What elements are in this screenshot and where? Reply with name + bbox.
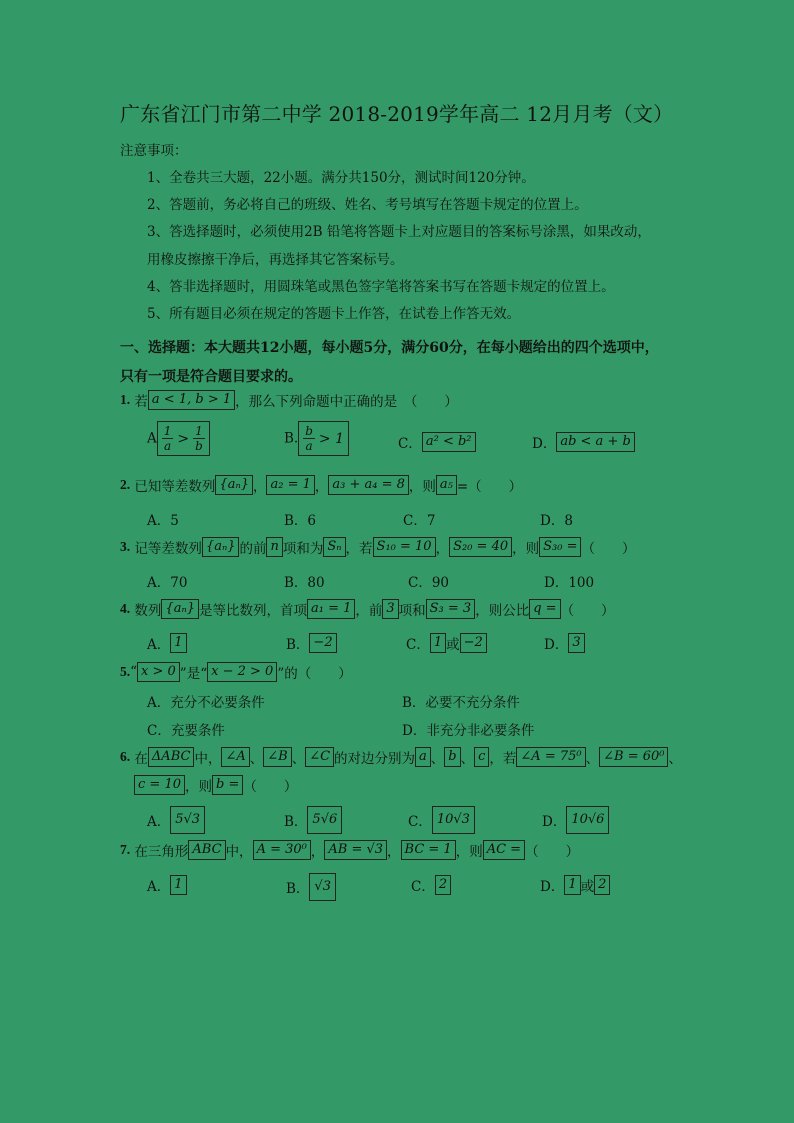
option-3a: A．70 — [147, 575, 188, 591]
notice-item-3-cont: 用橡皮擦擦干净后，再选择其它答案标号。 — [147, 252, 404, 268]
option-label: A． — [147, 814, 171, 830]
option-4a — [147, 633, 187, 653]
notice-item-4: 4、答非选择题时，用圆珠笔或黑色签字笔将答案书写在答题卡规定的位置上。 — [147, 279, 615, 295]
math-box: b = — [212, 775, 243, 795]
math-box: b — [444, 747, 460, 767]
math-box: 1 — [170, 875, 186, 895]
operator: > 1 — [318, 430, 344, 447]
question-text: ，那么下列命题中正确的是 （ ） — [235, 394, 458, 410]
option-text: 或 — [446, 637, 460, 653]
option-5d: D．非充分非必要条件 — [402, 723, 535, 739]
option-label: C． — [408, 814, 432, 830]
option-label: D． — [532, 436, 557, 452]
question-text: 项和 — [398, 603, 426, 619]
math-box: AB = √3 — [324, 840, 387, 860]
option-label: A — [147, 430, 157, 447]
question-text: ，则 — [184, 779, 212, 795]
option-label: A． — [147, 879, 171, 895]
option-1d — [532, 432, 635, 452]
section-heading-line1: 一、选择题：本大题共12小题，每小题5分，满分60分，在每小题给出的四个选项中， — [120, 340, 659, 356]
option-7d — [540, 875, 610, 895]
question-6-cont — [134, 775, 297, 795]
option-7c — [411, 875, 451, 895]
math-box: c — [474, 747, 489, 767]
math-box: −2 — [309, 633, 336, 653]
option-6d — [542, 806, 609, 834]
question-text: 若 — [134, 394, 148, 410]
question-text: ，若 — [489, 751, 517, 767]
option-label: D． — [544, 637, 569, 653]
option-label: D． — [542, 814, 567, 830]
math-box: 2 — [594, 875, 610, 895]
operator: > — [177, 430, 190, 447]
math-box: ∠A — [221, 747, 249, 767]
question-text: （ ） — [581, 541, 636, 557]
option-label: D． — [540, 879, 565, 895]
math-box: S₁₀ = 10 — [373, 537, 436, 557]
question-5 — [120, 662, 352, 682]
math-box: AC = — [483, 840, 525, 860]
math-box — [157, 421, 210, 456]
question-text: （ ） — [560, 603, 615, 619]
numerator: 1 — [195, 424, 203, 438]
question-text: ”的（ ） — [277, 666, 352, 682]
notice-item-2: 2、答题前，务必将自己的班级、姓名、考号填写在答题卡规定的位置上。 — [147, 197, 588, 213]
notice-header: 注意事项： — [120, 143, 188, 159]
option-5b: B．必要不充分条件 — [402, 695, 520, 711]
question-text: ， — [252, 479, 267, 495]
option-2a: A．5 — [147, 513, 179, 529]
math-box: BC = 1 — [401, 840, 456, 860]
question-text: ，前 — [355, 603, 383, 619]
math-box: a — [415, 747, 431, 767]
question-text: 项和为 — [282, 541, 324, 557]
math-box: n — [266, 537, 282, 557]
option-6a — [147, 806, 205, 834]
denominator: a — [163, 439, 172, 453]
question-text: 中， — [225, 844, 253, 860]
denominator: b — [195, 439, 203, 453]
question-number: 2. — [120, 477, 131, 492]
math-box: x > 0 — [137, 662, 180, 682]
question-2 — [120, 475, 522, 495]
math-box: a² < b² — [422, 432, 476, 452]
notice-item-1: 1、全卷共三大题，22小题。满分共150分，测试时间120分钟。 — [147, 170, 535, 186]
question-number: 5. — [120, 664, 131, 679]
question-text: “ — [130, 664, 138, 680]
option-7b — [286, 873, 336, 901]
math-box: ∠B = 60⁰ — [599, 747, 668, 767]
section-heading-line2: 只有一项是符合题目要求的。 — [120, 369, 302, 385]
math-box: S₂₀ = 40 — [449, 537, 512, 557]
math-box: a₁ = 1 — [307, 599, 355, 619]
question-3 — [120, 537, 635, 557]
numerator: b — [305, 424, 313, 438]
option-4b — [286, 633, 337, 653]
question-text: ， — [314, 479, 329, 495]
question-text: 的对边分别为 — [334, 751, 416, 767]
option-5a: A．充分不必要条件 — [147, 695, 265, 711]
math-box: ab < a + b — [556, 432, 634, 452]
math-box: 1 — [170, 633, 186, 653]
question-text: 的前 — [239, 541, 267, 557]
question-text: 、 — [460, 751, 475, 767]
option-label: C． — [398, 436, 422, 452]
math-box: 5√6 — [307, 806, 342, 834]
math-box: ∠B — [263, 747, 291, 767]
question-text: 、 — [585, 751, 600, 767]
question-text: ”是“ — [179, 666, 208, 682]
option-label: B． — [286, 881, 310, 897]
notice-item-5: 5、所有题目必须在规定的答题卡上作答，在试卷上作答无效。 — [147, 306, 521, 322]
math-box: Sₙ — [323, 537, 345, 557]
question-6 — [120, 747, 682, 767]
option-2d: D．8 — [540, 513, 573, 529]
question-number: 4. — [120, 601, 131, 616]
option-6c — [408, 806, 475, 834]
math-box: 3 — [568, 633, 584, 653]
math-box: 3 — [382, 599, 398, 619]
option-label: B. — [284, 430, 299, 447]
math-box: −2 — [460, 633, 487, 653]
option-3b: B．80 — [284, 575, 325, 591]
option-1b — [284, 421, 349, 456]
math-box: q = — [529, 599, 560, 619]
option-1a — [147, 421, 210, 456]
math-box: {aₙ} — [161, 599, 199, 619]
question-text: 记等差数列 — [134, 541, 202, 557]
question-text: 、 — [291, 751, 306, 767]
option-5c: C．充要条件 — [147, 723, 225, 739]
math-box: 1 — [564, 875, 580, 895]
question-text: （ ） — [525, 844, 580, 860]
question-text: ，则 — [512, 541, 540, 557]
question-text: =（ ） — [456, 479, 523, 495]
question-text: ， — [310, 844, 325, 860]
math-box: {aₙ} — [215, 475, 253, 495]
page-title: 广东省江门市第二中学 2018-2019学年高二 12月月考（文） — [120, 102, 674, 126]
question-text: ，则公比 — [475, 603, 530, 619]
math-box: ∠C — [305, 747, 334, 767]
question-number: 7. — [120, 842, 131, 857]
question-text: ， — [435, 541, 450, 557]
question-text: 、 — [249, 751, 264, 767]
question-text: ，则 — [408, 479, 436, 495]
question-number: 3. — [120, 539, 131, 554]
option-6b — [284, 806, 342, 834]
math-box: S₃ = 3 — [426, 599, 476, 619]
math-box: a < 1, b > 1 — [148, 390, 235, 410]
math-box: a₂ = 1 — [266, 475, 314, 495]
question-text: ， — [387, 844, 401, 860]
math-box: A = 30⁰ — [253, 840, 311, 860]
math-box: c = 10 — [134, 775, 185, 795]
option-7a — [147, 875, 187, 895]
question-text: 、 — [430, 751, 445, 767]
math-box: {aₙ} — [202, 537, 240, 557]
question-4 — [120, 599, 615, 619]
math-box: ΔABC — [148, 747, 195, 767]
question-text: 在三角形 — [134, 844, 189, 860]
question-number: 6. — [120, 749, 131, 764]
option-label: A． — [147, 637, 171, 653]
denominator: a — [305, 439, 313, 453]
question-text: 中， — [194, 751, 222, 767]
option-label: B． — [284, 814, 308, 830]
option-text: 或 — [580, 879, 595, 895]
math-box: a₃ + a₄ = 8 — [328, 475, 409, 495]
option-4c — [406, 633, 487, 653]
question-text: 数列 — [134, 603, 162, 619]
question-text: 、 — [668, 751, 682, 767]
numerator: 1 — [163, 424, 172, 438]
math-box — [298, 421, 349, 456]
option-3d: D．100 — [544, 575, 595, 591]
option-label: C． — [411, 879, 435, 895]
notice-item-3: 3、答选择题时，必须使用2B 铅笔将答题卡上对应题目的答案标号涂黑，如果改动， — [147, 224, 651, 240]
question-text: ，若 — [345, 541, 373, 557]
option-label: C． — [406, 637, 430, 653]
math-box: 10√6 — [566, 806, 609, 834]
question-text: （ ） — [243, 779, 298, 795]
math-box: 1 — [430, 633, 446, 653]
question-7 — [120, 840, 579, 860]
math-box: ABC — [188, 840, 225, 860]
question-1 — [120, 390, 458, 410]
math-box: x − 2 > 0 — [207, 662, 277, 682]
math-box: S₃₀ = — [539, 537, 581, 557]
question-text: 是等比数列，首项 — [198, 603, 307, 619]
math-box: 10√3 — [432, 806, 475, 834]
option-2b: B．6 — [284, 513, 317, 529]
math-box: √3 — [309, 873, 336, 901]
question-text: 在 — [134, 751, 148, 767]
question-text: ，则 — [455, 844, 483, 860]
math-box: ∠A = 75⁰ — [516, 747, 585, 767]
math-box: 2 — [435, 875, 451, 895]
question-text: 已知等差数列 — [134, 479, 216, 495]
option-1c — [398, 432, 476, 452]
option-label: B． — [286, 637, 310, 653]
question-number: 1. — [120, 392, 131, 407]
option-2c: C．7 — [403, 513, 436, 529]
math-box: a₅ — [436, 475, 457, 495]
option-3c: C．90 — [408, 575, 450, 591]
math-box: 5√3 — [170, 806, 205, 834]
option-4d — [544, 633, 585, 653]
